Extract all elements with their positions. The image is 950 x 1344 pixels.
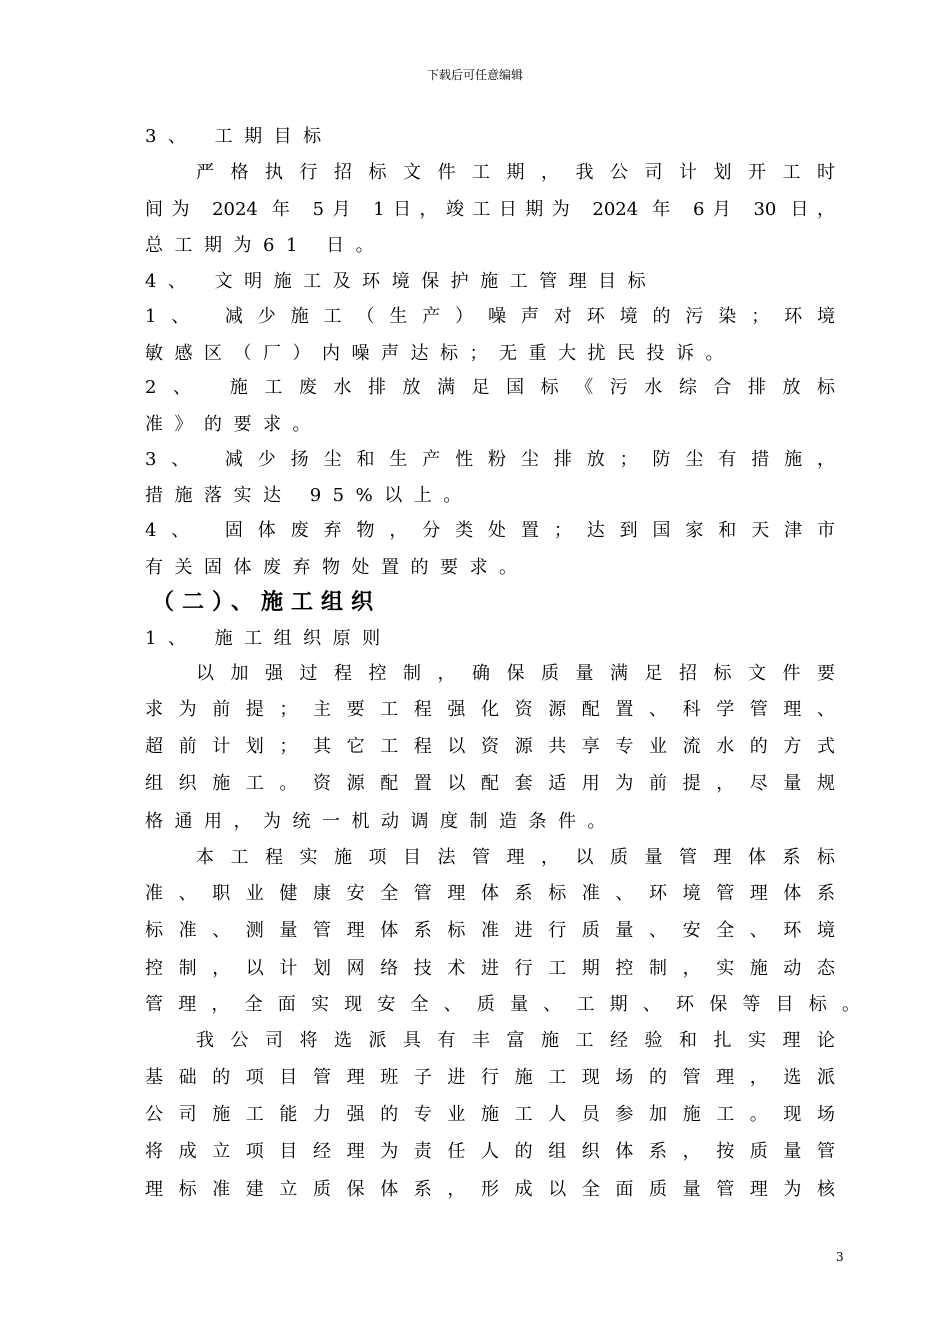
text-line: 将成立项目经理为责任人的组织体系，按质量管 [145, 1141, 835, 1162]
text-line: 严格执行招标文件工期，我公司计划开工时 [196, 162, 835, 183]
text-line: 控制，以计划网络技术进行工期控制，实施动态 [145, 958, 835, 979]
text-line: 准》的要求。 [145, 414, 322, 435]
text-line: 4、 文明施工及环境保护施工管理目标 [145, 271, 658, 292]
text-line: 求为前提；主要工程强化资源配置、科学管理、 [145, 699, 835, 720]
text-line: 总工期为61 日。 [145, 235, 386, 256]
text-line: 以加强过程控制，确保质量满足招标文件要 [196, 663, 835, 684]
text-line: 准、职业健康安全管理体系标准、环境管理体系 [145, 883, 835, 904]
text-line: 我公司将选派具有丰富施工经验和扎实理论 [196, 1030, 835, 1051]
text-line: 2、 施工废水排放满足国标《污水综合排放标 [145, 377, 835, 398]
text-line: 有关固体废弃物处置的要求。 [145, 557, 529, 578]
text-line: 基础的项目管理班子进行施工现场的管理，选派 [145, 1067, 835, 1088]
text-line: 3、 工期目标 [145, 126, 333, 147]
text-line: 格通用，为统一机动调度制造条件。 [145, 811, 617, 832]
text-line: 标准、测量管理体系标准进行质量、安全、环境 [145, 920, 835, 941]
section-heading: （二）、施工组织 [152, 590, 382, 615]
text-line: 超前计划；其它工程以资源共享专业流水的方式 [145, 736, 835, 757]
text-line: 1、 施工组织原则 [145, 628, 392, 649]
text-line: 措施落实达 95%以上。 [145, 485, 473, 506]
text-line: 组织施工。资源配置以配套适用为前提，尽量规 [145, 773, 835, 794]
text-line: 3、 减少扬尘和生产性粉尘排放；防尘有措施， [145, 449, 835, 470]
text-line: 公司施工能力强的专业施工人员参加施工。现场 [145, 1104, 835, 1125]
text-line: 理标准建立质保体系，形成以全面质量管理为核 [145, 1179, 835, 1200]
text-line: 1、 减少施工（生产）噪声对环境的污染；环境 [145, 306, 835, 327]
page-header-note: 下载后可任意编辑 [426, 68, 523, 82]
text-line: 4、 固体废弃物，分类处置；达到国家和天津市 [145, 520, 835, 541]
text-line: 敏感区（厂）内噪声达标；无重大扰民投诉。 [145, 343, 735, 364]
page-number: 3 [836, 1250, 844, 1264]
text-line: 间为 2024 年 5月 1日，竣工日期为 2024 年 6月 30 日， [145, 199, 835, 220]
text-line: 本工程实施项目法管理，以质量管理体系标 [196, 847, 835, 868]
text-line: 管理，全面实现安全、质量、工期、环保等目标。 [145, 994, 860, 1015]
